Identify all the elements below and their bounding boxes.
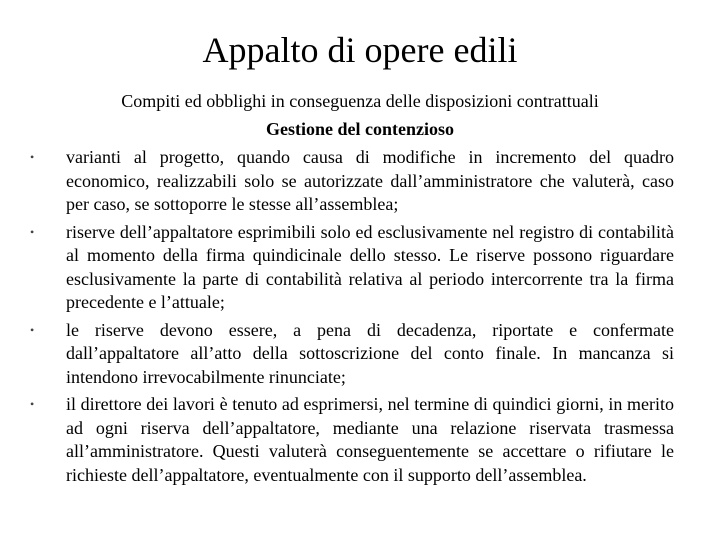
slide-title: Appalto di opere edili (202, 30, 518, 70)
bullet-icon: • (30, 150, 35, 164)
bullet-text: riserve dell’appaltatore esprimibili solo ed esclusivamente nel registro di contabilità al momento della firma quindicinale dello stesso. Le riserve possono riguardare esclusivamente la parte di contabilità relativa al periodo intercorrente tra la firma precedente e l’attuale; (66, 221, 674, 312)
bullet-text: il direttore dei lavori è tenuto ad esprimersi, nel termine di quindici giorni, in merito ad ogni riserva dell’appaltatore, mediante una relazione riservata trasmessa all’amministratore. Questi valuterà conseguentemente se accettare o rifiutare le richieste dell’appaltatore, eventualmente con il supporto dell’assemblea. (66, 394, 674, 485)
bullet-icon: • (30, 397, 35, 411)
bullet-list (30, 146, 674, 491)
slide-subtitle: Compiti ed obblighi in conseguenza delle disposizioni contrattuali (121, 91, 599, 111)
bullet-text: le riserve devono essere, a pena di decadenza, riportate e confermate dall’appaltatore all’atto della sottoscrizione del conto finale. In mancanza si intendono irrevocabilmente rinunciate; (66, 319, 674, 387)
bullet-icon: • (30, 224, 35, 239)
bullet-item-varianti (30, 146, 674, 217)
bullet-icon: • (30, 322, 35, 337)
section-heading: Gestione del contenzioso (266, 119, 454, 139)
bullet-item-riserve (30, 221, 674, 315)
bullet-item-direttore-lavori (30, 393, 674, 487)
bullet-text: varianti al progetto, quando causa di modifiche in incremento del quadro economico, realizzabili solo se autorizzate dall’amministratore che valuterà, caso per caso, se sottoporre le stesse all’assemblea; (66, 147, 674, 214)
bullet-item-conto-finale (30, 319, 674, 390)
